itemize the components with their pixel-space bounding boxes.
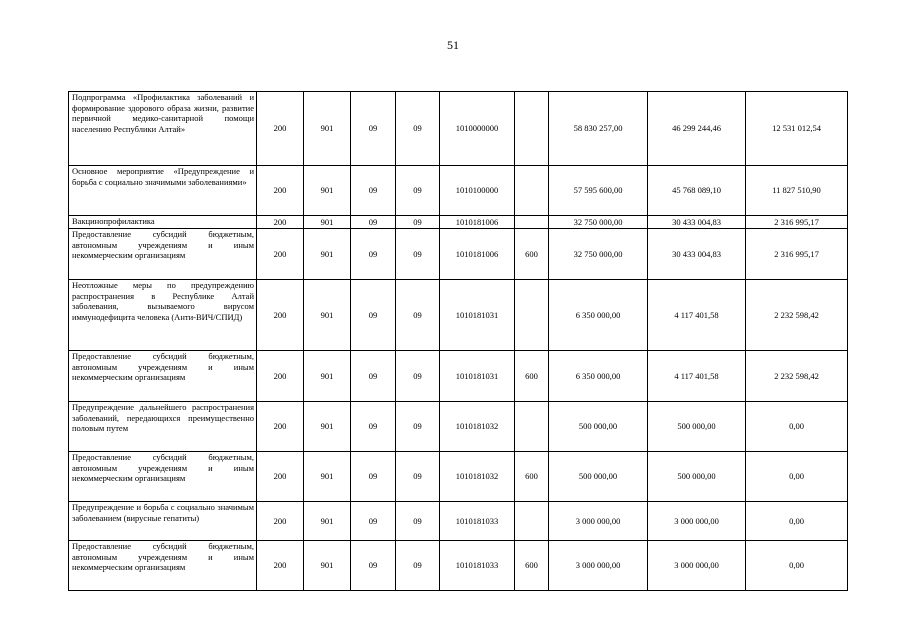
- executed-amount: 46 299 244,46: [648, 92, 746, 166]
- grbs-code: 200: [257, 229, 304, 280]
- dept-code: 901: [304, 216, 351, 229]
- executed-amount: 4 117 401,58: [648, 280, 746, 351]
- remaining-amount: 0,00: [746, 541, 848, 591]
- row-name: Предупреждение дальнейшего распространения заболеваний, передающихся преимущественно половым путем: [69, 402, 257, 452]
- row-name: Предоставление субсидий бюджетным, автономным учреждениям и иным некоммерческим организациям: [69, 229, 257, 280]
- remaining-amount: 2 316 995,17: [746, 216, 848, 229]
- remaining-amount: 0,00: [746, 452, 848, 502]
- table-row: [69, 166, 848, 216]
- section-code: 09: [351, 351, 396, 402]
- remaining-amount: 11 827 510,90: [746, 166, 848, 216]
- remaining-amount: 2 232 598,42: [746, 280, 848, 351]
- executed-amount: 30 433 004,83: [648, 216, 746, 229]
- subsection-code: 09: [396, 351, 440, 402]
- remaining-amount: 0,00: [746, 402, 848, 452]
- grbs-code: 200: [257, 166, 304, 216]
- approved-amount: 3 000 000,00: [549, 502, 648, 541]
- target-article-code: 1010181031: [440, 351, 515, 402]
- target-article-code: 1010100000: [440, 166, 515, 216]
- subsection-code: 09: [396, 452, 440, 502]
- page-number: 51: [447, 38, 459, 52]
- section-code: 09: [351, 280, 396, 351]
- dept-code: 901: [304, 452, 351, 502]
- grbs-code: 200: [257, 351, 304, 402]
- target-article-code: 1010181032: [440, 452, 515, 502]
- target-article-code: 1010000000: [440, 92, 515, 166]
- remaining-amount: 2 316 995,17: [746, 229, 848, 280]
- grbs-code: 200: [257, 502, 304, 541]
- table-body: [69, 92, 848, 591]
- remaining-amount: 0,00: [746, 502, 848, 541]
- table-row: [69, 351, 848, 402]
- row-name: Предоставление субсидий бюджетным, автономным учреждениям и иным некоммерческим организациям: [69, 452, 257, 502]
- dept-code: 901: [304, 351, 351, 402]
- section-code: 09: [351, 92, 396, 166]
- row-name: Неотложные меры по предупреждению распространения в Республике Алтай заболевания, вызываемого вирусом иммунодефицита человека (Анти-ВИЧ/СПИД): [69, 280, 257, 351]
- target-article-code: 1010181006: [440, 216, 515, 229]
- expense-type-code: [515, 92, 549, 166]
- dept-code: 901: [304, 280, 351, 351]
- grbs-code: 200: [257, 452, 304, 502]
- table-row: [69, 229, 848, 280]
- dept-code: 901: [304, 92, 351, 166]
- section-code: 09: [351, 166, 396, 216]
- executed-amount: 30 433 004,83: [648, 229, 746, 280]
- target-article-code: 1010181006: [440, 229, 515, 280]
- target-article-code: 1010181032: [440, 402, 515, 452]
- subsection-code: 09: [396, 92, 440, 166]
- approved-amount: 3 000 000,00: [549, 541, 648, 591]
- table-row: [69, 541, 848, 591]
- dept-code: 901: [304, 229, 351, 280]
- expense-type-code: [515, 216, 549, 229]
- subsection-code: 09: [396, 216, 440, 229]
- approved-amount: 6 350 000,00: [549, 351, 648, 402]
- approved-amount: 57 595 600,00: [549, 166, 648, 216]
- table-row: [69, 452, 848, 502]
- subsection-code: 09: [396, 229, 440, 280]
- section-code: 09: [351, 402, 396, 452]
- row-name: Предоставление субсидий бюджетным, автономным учреждениям и иным некоммерческим организациям: [69, 541, 257, 591]
- expense-type-code: [515, 402, 549, 452]
- subsection-code: 09: [396, 402, 440, 452]
- approved-amount: 32 750 000,00: [549, 216, 648, 229]
- row-name: Подпрограмма «Профилактика заболеваний и формирование здорового образа жизни, развитие первичной медико-санитарной помощи населению Республики Алтай»: [69, 92, 257, 166]
- expense-type-code: [515, 502, 549, 541]
- grbs-code: 200: [257, 280, 304, 351]
- table-row: [69, 502, 848, 541]
- executed-amount: 3 000 000,00: [648, 541, 746, 591]
- section-code: 09: [351, 541, 396, 591]
- expense-type-code: [515, 280, 549, 351]
- executed-amount: 4 117 401,58: [648, 351, 746, 402]
- target-article-code: 1010181031: [440, 280, 515, 351]
- table-row: [69, 402, 848, 452]
- table-row: [69, 280, 848, 351]
- row-name: Вакцинопрофилактика: [69, 216, 257, 229]
- expense-type-code: [515, 166, 549, 216]
- expense-type-code: 600: [515, 541, 549, 591]
- approved-amount: 500 000,00: [549, 402, 648, 452]
- section-code: 09: [351, 452, 396, 502]
- budget-table: [68, 91, 848, 591]
- subsection-code: 09: [396, 166, 440, 216]
- approved-amount: 32 750 000,00: [549, 229, 648, 280]
- executed-amount: 500 000,00: [648, 402, 746, 452]
- row-name: Предупреждение и борьба с социально значимым заболеванием (вирусные гепатиты): [69, 502, 257, 541]
- subsection-code: 09: [396, 502, 440, 541]
- executed-amount: 3 000 000,00: [648, 502, 746, 541]
- grbs-code: 200: [257, 216, 304, 229]
- subsection-code: 09: [396, 280, 440, 351]
- dept-code: 901: [304, 402, 351, 452]
- executed-amount: 45 768 089,10: [648, 166, 746, 216]
- table-row: [69, 92, 848, 166]
- approved-amount: 500 000,00: [549, 452, 648, 502]
- approved-amount: 6 350 000,00: [549, 280, 648, 351]
- expense-type-code: 600: [515, 452, 549, 502]
- section-code: 09: [351, 216, 396, 229]
- subsection-code: 09: [396, 541, 440, 591]
- remaining-amount: 2 232 598,42: [746, 351, 848, 402]
- executed-amount: 500 000,00: [648, 452, 746, 502]
- grbs-code: 200: [257, 541, 304, 591]
- dept-code: 901: [304, 502, 351, 541]
- remaining-amount: 12 531 012,54: [746, 92, 848, 166]
- section-code: 09: [351, 229, 396, 280]
- table-row: [69, 216, 848, 229]
- expense-type-code: 600: [515, 229, 549, 280]
- dept-code: 901: [304, 166, 351, 216]
- approved-amount: 58 830 257,00: [549, 92, 648, 166]
- target-article-code: 1010181033: [440, 502, 515, 541]
- grbs-code: 200: [257, 402, 304, 452]
- row-name: Предоставление субсидий бюджетным, автономным учреждениям и иным некоммерческим организациям: [69, 351, 257, 402]
- section-code: 09: [351, 502, 396, 541]
- dept-code: 901: [304, 541, 351, 591]
- target-article-code: 1010181033: [440, 541, 515, 591]
- row-name: Основное мероприятие «Предупреждение и борьба с социально значимыми заболеваниями»: [69, 166, 257, 216]
- expense-type-code: 600: [515, 351, 549, 402]
- grbs-code: 200: [257, 92, 304, 166]
